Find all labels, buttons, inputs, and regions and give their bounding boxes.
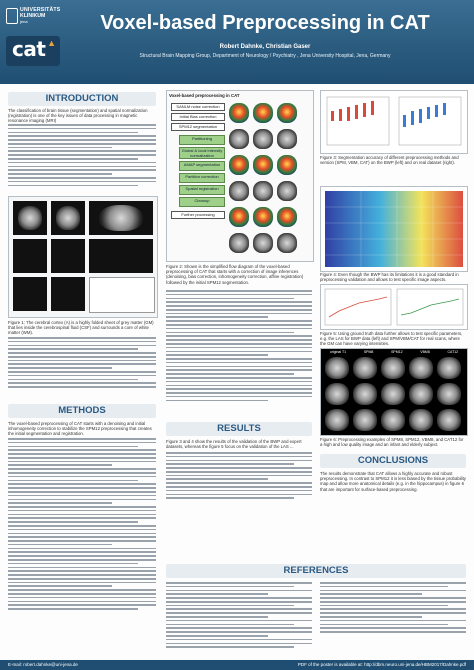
conclusions-text: The results demonstrate that CAT allows a highly accurate and robust preprocessing. In contrast to SPM12 it is less biased by the tissue probability map and allow more anatomical details (e.g. in the hippocampus) in figure 6 that are important for surface-based preprocessing. [320, 471, 466, 492]
methods-text-start: The voxel-based preprocessing of CAT starts with a denoising and initial inhomogeneity correction to stabilize the SPM12 preprocessing that creates the initial segmentation and registration. [8, 421, 152, 437]
fig2-map-3 [277, 103, 297, 123]
fig2-map-6 [277, 155, 297, 175]
conclusions-title: CONCLUSIONS [357, 455, 429, 466]
fig2-map-7 [229, 207, 249, 227]
cat-logo [6, 36, 60, 66]
fig2-map-8 [253, 207, 273, 227]
fig6-column-labels [321, 350, 467, 354]
fig6-r2-c2 [353, 383, 377, 405]
introduction-header [8, 92, 156, 106]
methods-text-block [8, 438, 156, 612]
fig2-map-4 [229, 155, 249, 175]
figure-5-plots [321, 285, 467, 329]
figure-2 [166, 90, 314, 262]
fig2-box-9: Further processing [171, 211, 225, 219]
fig6-col-2: SPM12 [391, 350, 403, 354]
fig6-r3-c5 [437, 409, 461, 431]
methods-header [8, 404, 156, 418]
results-title: RESULTS [217, 423, 261, 434]
fig2-img-3 [277, 129, 297, 149]
references-right [320, 582, 466, 635]
fig6-r1-c3 [381, 357, 405, 379]
poster-affiliation: Structural Brain Mapping Group, Department of Neurology / Psychiatry , Jena University Hospital, Jena, Germany [139, 53, 391, 59]
figure-4-heatmap [321, 187, 467, 271]
fig1-brain-a [18, 206, 42, 230]
fig2-box-4: Global & local intensity normalization [179, 147, 225, 159]
fig1-panel-d [13, 239, 47, 273]
university-logo [6, 6, 62, 26]
fig6-r2-c4 [409, 383, 433, 405]
fig2-img-2 [253, 129, 273, 149]
fig2-img-1 [229, 129, 249, 149]
fig2-box-0: SANLM noise correction [171, 103, 225, 111]
fig2-map-2 [253, 103, 273, 123]
figure-1 [8, 196, 158, 318]
fig6-r1-c2 [353, 357, 377, 379]
figure-5 [320, 284, 468, 330]
fig1-plot [89, 277, 155, 313]
footer-email: E-mail: robert.dahnke@uni-jena.de [8, 662, 78, 667]
fig6-r3-c3 [381, 409, 405, 431]
figure-3-plots [321, 91, 467, 153]
poster-header [0, 0, 474, 84]
fig2-box-7: Spatial registration [179, 185, 225, 195]
fig1-brain-c [99, 205, 143, 231]
fig6-r3-c4 [409, 409, 433, 431]
fig2-box-3: Partitioning [179, 135, 225, 145]
university-line2: KLINIKUM [20, 13, 46, 19]
fig2-box-5: AMAP segmentation [179, 161, 225, 171]
fig1-brain-b [56, 206, 80, 230]
figure-2-caption: Figure 2: Shown is the simplified flow diagram of the voxel-based preprocessing of CAT that starts with a correction of image inferences (denoising, bias correction, inhomogeneity correction, affine registration) followed by the initial SPM12 segmentation. [166, 264, 304, 285]
fig6-r2-c1 [325, 383, 349, 405]
fig6-col-1: SPM8 [363, 350, 374, 354]
figure-1-caption: Figure 1: The cerebral cortex (A) is a highly folded sheet of grey matter (GM) that lies inside the cerebrospinal fluid (CSF) and surrounds a core of white matter (WM). [8, 320, 154, 336]
figure-6 [320, 348, 468, 436]
fig2-box-2: SPM12 segmentation [171, 123, 225, 131]
fig6-r3-c1 [325, 409, 349, 431]
cat-ear-icon: ▲ [47, 38, 56, 48]
fig6-col-0: original T1 [329, 350, 347, 354]
results-header [166, 422, 312, 436]
fig1-panel-h [51, 277, 85, 311]
intro-text-block-2 [8, 337, 156, 390]
fig2-box-1: Initial Bias correction [171, 113, 225, 121]
cat-logo-text: cat [12, 37, 46, 61]
university-line3: jena [20, 19, 28, 24]
fig6-r2-c5 [437, 383, 461, 405]
fig2-img-7 [229, 233, 249, 253]
fig2-map-5 [253, 155, 273, 175]
fig2-box-8: Cleanup [179, 197, 225, 207]
poster-footer [0, 660, 474, 670]
fig2-img-4 [229, 181, 249, 201]
methods-title: METHODS [58, 405, 106, 416]
university-logo-icon [6, 8, 18, 24]
fig2-img-6 [277, 181, 297, 201]
university-line1: UNIVERSITÄTS [20, 7, 61, 13]
figure-4-caption: Figure 4: Even though the BWP has its limitations it is a good standard in preprocessing validation and allows to test specific image aspects. [320, 272, 459, 283]
references-title: REFERENCES [283, 565, 349, 576]
fig6-r1-c1 [325, 357, 349, 379]
methods-text-block-2 [166, 290, 312, 403]
fig2-img-9 [277, 233, 297, 253]
figure-5-caption: Figure 5: Using ground truth data further allows to test specific parameters, e.g. the LAS for BWP data (left) and SPM/VBM/CAT for real scans, where the GM can have varying intensities. [320, 331, 463, 347]
fig2-map-1 [229, 103, 249, 123]
intro-text-start: The classification of brain tissue (segmentation) and spatial normalization (registration) is one of the key issues of data processing in magnetic resonance imaging (MRI) [8, 108, 148, 124]
fig1-panel-e [51, 239, 85, 273]
references-left [166, 582, 312, 650]
figure-6-caption: Figure 6: Preprocessing examples of SPM8, SPM12, VBM8, and CAT12 for a high and low quality image and an infant and elderly subject. [320, 437, 464, 448]
figure-4 [320, 186, 468, 272]
fig2-map-9 [277, 207, 297, 227]
introduction-title: INTRODUCTION [45, 93, 119, 104]
fig6-r1-c4 [409, 357, 433, 379]
poster-title: Voxel-based Preprocessing in CAT [100, 12, 430, 34]
fig6-r1-c5 [437, 357, 461, 379]
fig2-img-5 [253, 181, 273, 201]
poster-authors: Robert Dahnke, Christian Gaser [219, 44, 311, 50]
intro-text-block [8, 124, 156, 188]
fig1-panel-f [89, 239, 153, 273]
references-header [166, 564, 466, 578]
fig6-col-4: CAT12 [447, 350, 459, 354]
fig2-title: Voxel-based preprocessing in CAT [169, 93, 240, 98]
fig6-r2-c3 [381, 383, 405, 405]
results-text-start: Figure 3 and 4 show the results of the validation of the BWP and expert datasets, whereas the figure 5 focus on the validation of the LAS ... [166, 439, 302, 450]
fig6-r3-c2 [353, 409, 377, 431]
fig2-img-8 [253, 233, 273, 253]
results-text-block [166, 452, 312, 501]
footer-pdf-link: PDF of the poster is available at: http://dbm.neuro.uni-jena.de/HBM2017/Dahnke.pdf [297, 662, 466, 667]
fig6-col-3: VBM8 [420, 350, 430, 354]
figure-3 [320, 90, 468, 154]
fig1-panel-g [13, 277, 47, 311]
fig2-box-6: Partition correction [179, 173, 225, 183]
figure-3-caption: Figure 3: Segmentation accuracy of different preprocessing methods and version (SPM, VBM, CAT) on the BWP (left) and on real dataset (right). [320, 155, 459, 166]
conclusions-header [320, 454, 466, 468]
